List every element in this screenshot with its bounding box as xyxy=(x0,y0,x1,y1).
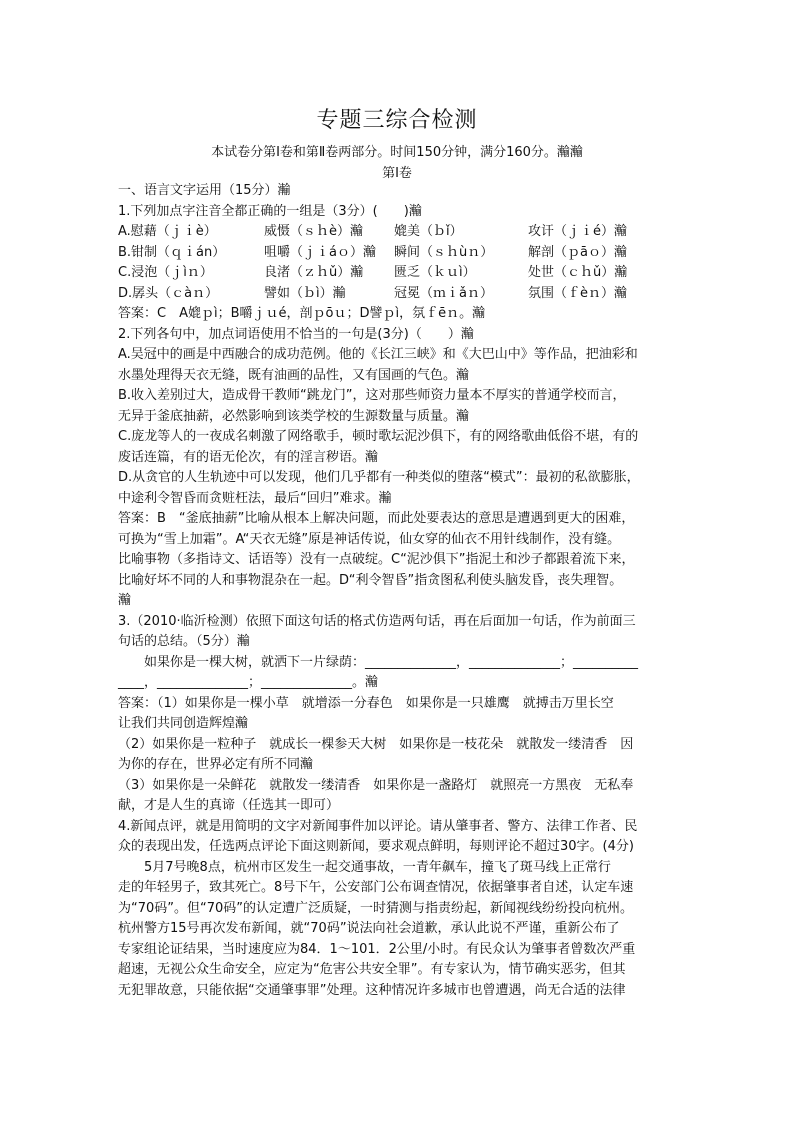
q4-news-line1: 5月7号晚8点，杭州市区发生一起交通事故，一青年飙车，撞飞了斑马线上正常行 xyxy=(144,859,611,875)
q3-blank-line1: 如果你是一棵大树，就洒下一片绿荫：______________，______________；__________ xyxy=(144,654,639,670)
part-label: 第Ⅰ卷 xyxy=(382,166,412,181)
q1-b-4: 解剖（ｐāｏ）瀭 xyxy=(528,244,627,260)
q4-news-line6: 超速，无视公众生命安全，应定为“危害公共安全罪”。有专家认为，情节确实恶劣，但其 xyxy=(118,962,626,977)
q4-news-line2: 走的年轻男子，致其死亡。8号下午，公安部门公布调查情况，依据肇事者自述，认定车速 xyxy=(118,880,634,895)
q2-option-d-line2: 中途利令智昏而贪赃枉法，最后“回归”难求。瀭 xyxy=(118,490,392,506)
q1-option-d xyxy=(118,284,676,305)
q1-c-4: 处世（ｃｈǔ）瀭 xyxy=(528,265,628,280)
page-title: 专题三综合检测 xyxy=(316,108,478,133)
q3-answer-line6: 献，才是人生的真谛（任选其一即可） xyxy=(118,798,340,813)
q3-stem-line1: 3.（2010·临沂检测）依照下面这句话的格式仿造两句话，再在后面加一句话，作为前面三 xyxy=(118,613,636,629)
q2-answer-line4: 比喻好坏不同的人和事物混杂在一起。D“利令智昏”指贪图私利使头脑发昏，丧失理智。 xyxy=(118,572,623,588)
q1-d-2: 譬如（ｂì）瀭 xyxy=(264,285,346,301)
q1-option-a xyxy=(118,222,676,243)
q2-option-a-line2: 水墨处理得天衣无缝，既有油画的品性，又有国画的气色。瀭 xyxy=(118,367,470,383)
q4-news-line4: 杭州警方15号再次发布新闻，就“70码”说法向社会道歉，承认此说不严谨，重新公布了 xyxy=(118,921,620,936)
q1-c-2: 良渚（ｚｈǔ）瀭 xyxy=(264,265,364,280)
q4-news-line5: 专家组论证结果，当时速度应为84．1～101．2公里/小时。有民众认为肇事者曾数次严重 xyxy=(118,941,636,957)
q1-a-2: 威慑（ｓｈè）瀭 xyxy=(264,224,363,239)
q4-stem-line2: 众的表现出发，任选两点评论下面这则新闻，要求观点鲜明，每则评论不超过30字。(4分) xyxy=(118,839,634,854)
q4-news-line3: 为“70码”。但“70码”的认定遭广泛质疑，一时猜测与指责纷起，新闻视线纷纷投向杭州。 xyxy=(118,900,634,916)
q3-answer-line3: （2）如果你是一粒种子 就成长一棵参天大树 如果你是一枝花朵 就散发一缕清香 因 xyxy=(118,736,634,752)
q2-option-d-line1: D.从贪官的人生轨迹中可以发现，他们几乎都有一种类似的堕落“模式”：最初的私欲膨胀， xyxy=(118,470,640,485)
q3-answer-line5: （3）如果你是一朵鲜花 就散发一缕清香 如果你是一盏路灯 就照亮一方黑夜 无私奉 xyxy=(118,777,634,793)
q4-stem-line1: 4.新闻点评，就是用简明的文字对新闻事件加以评论。请从肇事者、警方、法律工作者、民 xyxy=(118,818,638,834)
exam-content xyxy=(118,181,676,1001)
exam-info: 本试卷分第Ⅰ卷和第Ⅱ卷两部分。时间150分钟，满分160分。瀭瀭 xyxy=(211,145,583,160)
q3-answer-line2: 让我们共同创造辉煌瀭 xyxy=(118,716,249,731)
q1-d-1: D.孱头（ｃàｎ） xyxy=(118,285,219,301)
q2-option-b-line1: B.收入差别过大，造成骨干教师“跳龙门”，这对那些师资力量本不厚实的普通学校而言， xyxy=(118,388,626,403)
q3-answer-line4: 为你的存在，世界必定有所不同瀭 xyxy=(118,757,314,772)
q1-d-4: 氛围（ｆèｎ）瀭 xyxy=(528,285,627,301)
q1-a-4: 攻讦（ｊｉé）瀭 xyxy=(528,224,627,239)
q1-b-1: B.钳制（ｑｉán） xyxy=(118,244,226,260)
q1-option-b xyxy=(118,243,676,264)
q2-stem: 2.下列各句中，加点词语使用不恰当的一句是(3分)（ ）瀭 xyxy=(118,326,474,342)
q1-b-3: 瞬间（ｓｈùｎ） xyxy=(394,244,494,260)
q1-a-1: A.慰藉（ｊｉè） xyxy=(118,224,217,239)
q1-b-2: 咀嚼（ｊｉáｏ）瀭 xyxy=(264,244,376,260)
q1-option-c xyxy=(118,263,676,284)
q1-stem: 1.下列加点字注音全都正确的一组是（3分）( )瀭 xyxy=(118,203,422,219)
q1-d-3: 冠冕（ｍｉǎｎ） xyxy=(394,285,493,301)
q1-answer: 答案：C A媲ｐì；B嚼ｊｕé，剖ｐōｕ；D譬ｐì，氛ｆēｎ。瀭 xyxy=(118,306,486,321)
q2-answer-line1: 答案：B “釜底抽薪”比喻从根本上解决问题，而此处要表达的意思是遭遇到更大的困难， xyxy=(118,511,635,526)
q2-answer-line2: 可换为“雪上加霜”。A“天衣无缝”原是神话传说，仙女穿的仙衣不用针线制作，没有缝。 xyxy=(118,531,621,547)
q2-answer-line5: 瀭 xyxy=(118,593,132,608)
q2-option-b-line2: 无异于釜底抽薪，必然影响到该类学校的生源数量与质量。瀭 xyxy=(118,408,470,424)
q1-a-3: 媲美（ｂǐ） xyxy=(394,224,463,239)
q3-answer-line1: 答案：（1）如果你是一棵小草 就增添一分春色 如果你是一只雄鹰 就搏击万里长空 xyxy=(118,695,614,711)
q4-news-line7: 无犯罪故意，只能依据“交通肇事罪”处理。这种情况许多城市也曾遭遇，尚无合适的法律 xyxy=(118,982,626,998)
q2-option-c-line1: C.庞龙等人的一夜成名刺激了网络歌手，顿时歌坛泥沙俱下，有的网络歌曲低俗不堪，有的 xyxy=(118,429,639,444)
q2-option-a-line1: A.吴冠中的画是中西融合的成功范例。他的《长江三峡》和《大巴山中》等作品，把油彩和 xyxy=(118,347,638,362)
q1-c-3: 匮乏（ｋｕì） xyxy=(394,265,476,280)
q2-option-c-line2: 废话连篇，有的语无伦次，有的淫言秽语。瀭 xyxy=(118,449,379,465)
q3-blank-line2: ____，______________；______________。瀭 xyxy=(118,675,379,690)
q3-stem-line2: 句话的总结。（5分）瀭 xyxy=(118,634,250,649)
q1-c-1: C.浸泡（ｊìｎ） xyxy=(118,265,213,280)
q2-answer-line3: 比喻事物（多指诗文、话语等）没有一点破绽。C“泥沙俱下”指泥土和沙子都跟着流下来， xyxy=(118,552,635,567)
section-heading: 一、语言文字运用（15分）瀭 xyxy=(118,183,291,198)
